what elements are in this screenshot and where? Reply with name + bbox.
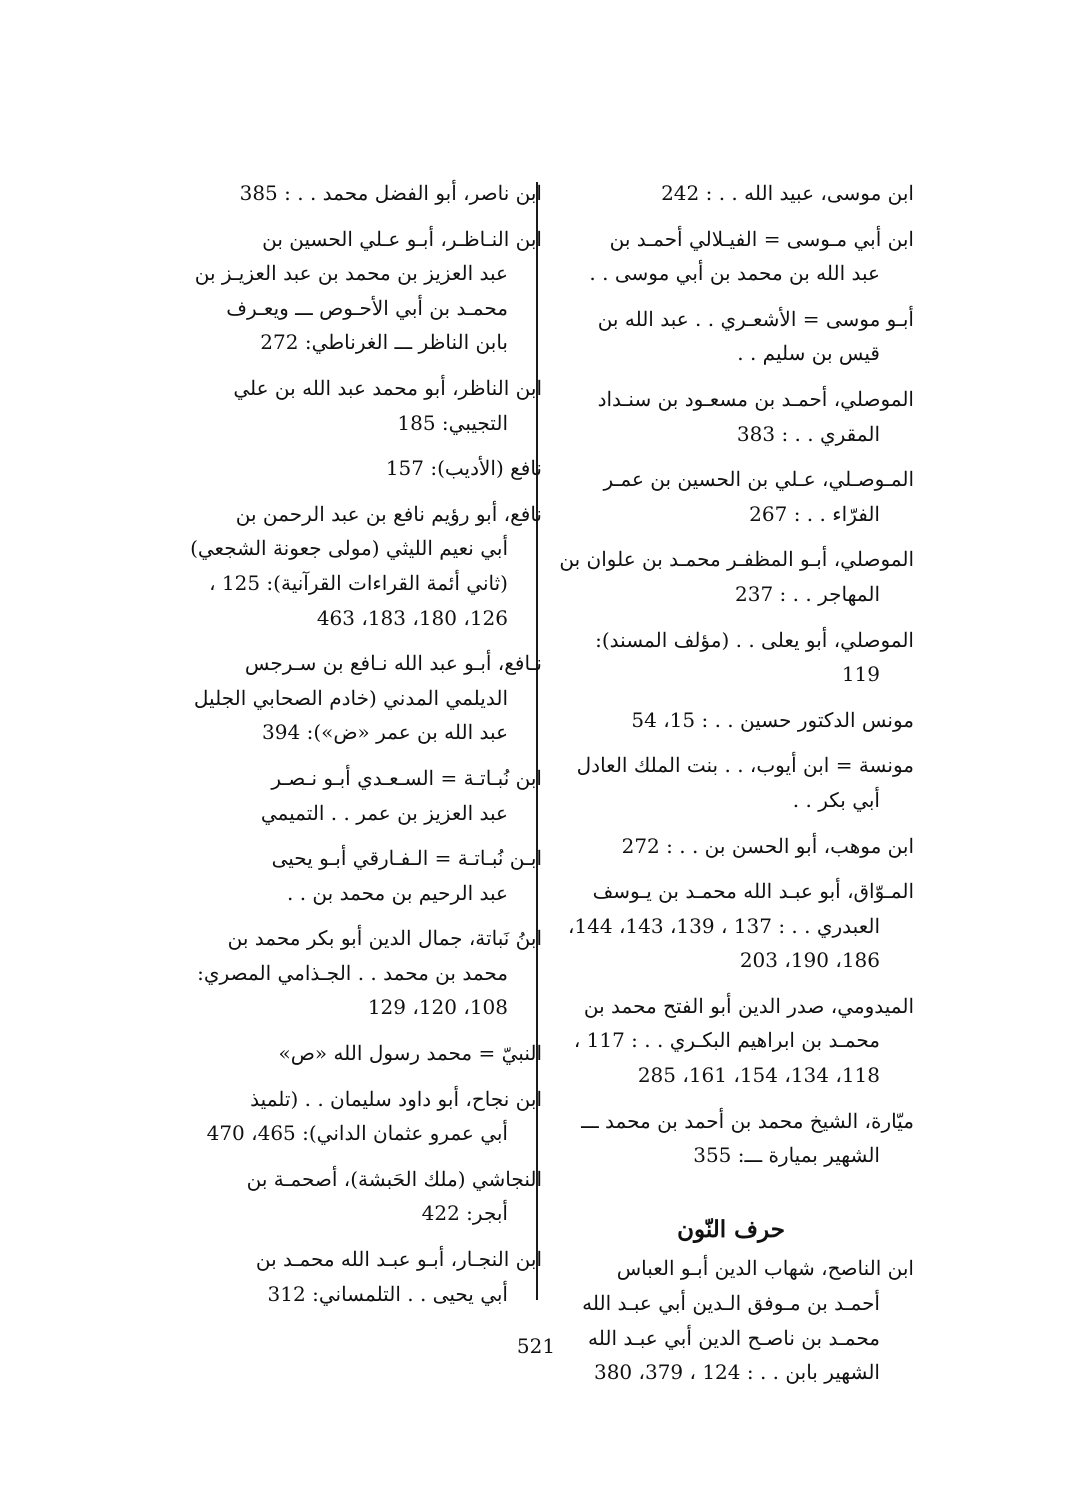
left-entries	[178, 176, 542, 1311]
index-entry	[178, 1036, 542, 1071]
entry-continuation-line: عبد الله بن عمر «ض»): 394	[262, 720, 508, 745]
entry-headword-line: المـوصـلي، عـلي بن الحسين بن عمـر	[603, 467, 914, 492]
entry-headword-line: ميّارة، الشيخ محمد بن أحمد بن محمد ـــ	[581, 1108, 914, 1133]
entry-continuation-line: بابن الناظر ـــ الغرناطي: 272	[260, 330, 508, 355]
index-entry	[548, 623, 914, 692]
entry-headword-line: ابن موسى، عبيد الله . . : 242	[661, 181, 914, 205]
entry-continuation-line: أبجر: 422	[421, 1201, 508, 1226]
index-entry	[178, 497, 542, 635]
right-entries-before	[548, 176, 914, 1173]
entry-continuation-line: 118، 134، 154، 161، 285	[637, 1063, 880, 1088]
index-entry	[548, 222, 914, 291]
index-entry	[548, 748, 914, 817]
entry-continuation-line: 108، 120، 129	[367, 995, 508, 1020]
entry-headword-line: نافع، أبو رؤيم نافع بن عبد الرحمن بن	[235, 501, 542, 526]
entry-headword-line: ابن أبي مـوسى = الفيـلالي أحمـد بن	[609, 226, 914, 251]
page-number: 521	[516, 1334, 556, 1358]
right-entries-after	[548, 1251, 914, 1389]
left-column	[178, 176, 542, 1322]
entry-continuation-line: 126، 180، 183، 463	[316, 605, 508, 630]
entry-continuation-line: التجيبي: 185	[397, 410, 508, 435]
index-entry	[548, 703, 914, 738]
entry-headword-line: ابنُ نَباتة، جمال الدين أبو بكر محمد بن	[227, 926, 542, 951]
index-entry	[548, 542, 914, 611]
entry-continuation-line: الفرّاء . . : 267	[749, 501, 880, 526]
entry-continuation-line: محمد بن محمد . . الجـذامي المصري:	[197, 960, 508, 985]
entry-continuation-line: عبد الله بن محمد بن أبي موسى . .	[589, 261, 880, 286]
entry-continuation-line: محمـد بن ابراهيم البكـري . . : 117 ،	[573, 1028, 880, 1053]
entry-headword-line: ابن النجـار، أبـو عبـد الله محمـد بن	[255, 1247, 542, 1272]
entry-headword-line: ابن موهب، أبو الحسن بن . . : 272	[621, 833, 914, 858]
entry-continuation-line: 119	[841, 662, 880, 687]
entry-continuation-line: الشهير بابن . . : 124 ، 379، 380	[593, 1360, 880, 1385]
index-entry	[178, 646, 542, 750]
index-entry	[548, 989, 914, 1093]
entry-headword-line: ابن الناظر، أبو محمد عبد الله بن علي	[233, 375, 542, 400]
entry-headword-line: مونسة = ابن أيوب، . . بنت الملك العادل	[576, 753, 914, 778]
index-entry	[548, 462, 914, 531]
entry-continuation-line: الديلمي المدني (خادم الصحابي الجليل	[193, 685, 508, 710]
entry-continuation-line: أبي يحيى . . التلمساني: 312	[267, 1281, 508, 1306]
entry-headword-line: الموصلي، أحمـد بن مسعـود بن سنـداد	[597, 386, 914, 411]
entry-continuation-line: محمـد بن أبي الأحـوص ـــ ويعـرف	[226, 295, 508, 320]
index-entry	[178, 451, 542, 486]
entry-continuation-line: قيس بن سليم . .	[737, 341, 880, 366]
entry-headword-line: ابن النـاظـر، أبـو عـلي الحسين بن	[262, 226, 542, 251]
entry-continuation-line: عبد الرحيم بن محمد بن . .	[287, 880, 508, 905]
index-entry	[178, 1242, 542, 1311]
entry-headword-line: الموصلي، أبـو المظفـر محمـد بن علوان بن	[559, 547, 914, 572]
entry-continuation-line: أبي بكر . .	[792, 787, 880, 812]
entry-headword-line: ابـن نُبـاتـة = الـفـارقي أبـو يحيى	[271, 846, 542, 871]
index-entry	[548, 829, 914, 864]
entry-headword-line: الميدومي، صدر الدين أبو الفتح محمد بن	[583, 993, 914, 1018]
entry-continuation-line: عبد العزيز بن عمر . . التميمي	[260, 800, 508, 825]
right-column	[548, 176, 914, 1401]
index-entry	[548, 382, 914, 451]
index-entry	[548, 302, 914, 371]
index-entry	[178, 1162, 542, 1231]
index-entry	[178, 841, 542, 910]
entry-headword-line: النبيّ = محمد رسول الله «ص»	[278, 1041, 542, 1066]
entry-headword-line: أبـو موسى = الأشعـري . . عبد الله بن	[597, 306, 914, 331]
entry-headword-line: نافع (الأديب): 157	[385, 456, 542, 481]
entry-continuation-line: أبي عمرو عثمان الداني): 465، 470	[206, 1121, 508, 1146]
entry-headword-line: النجاشي (ملك الحَبشة)، أصحمـة بن	[246, 1166, 542, 1191]
entry-headword-line: ابن الناصح، شهاب الدين أبـو العباس	[616, 1256, 914, 1281]
entry-continuation-line: عبد العزيز بن محمد بن عبد العزيـز بن	[194, 261, 508, 286]
entry-continuation-line: أبي نعيم الليثي (مولى جعونة الشجعي)	[190, 536, 508, 561]
index-entry	[178, 176, 542, 211]
index-entry	[548, 1251, 914, 1389]
entry-continuation-line: الشهير بميارة ـــ: 355	[693, 1143, 880, 1168]
entry-headword-line: المـوّاق، أبو عبـد الله محمـد بن يـوسف	[592, 879, 914, 904]
index-entry	[178, 222, 542, 360]
index-entry	[178, 761, 542, 830]
entry-continuation-line: أحمـد بن مـوفق الـدين أبي عبـد الله	[582, 1291, 880, 1316]
entry-headword-line: الموصلي، أبو يعلى . . (مؤلف المسند):	[595, 627, 914, 652]
index-entry	[178, 371, 542, 440]
entry-continuation-line: المهاجر . . : 237	[735, 581, 880, 606]
index-entry	[178, 921, 542, 1025]
index-entry	[548, 176, 914, 211]
section-heading-nun: حرف النّون	[677, 1215, 785, 1243]
entry-headword-line: ابن نجاح، أبو داود سليمان . . (تلميذ	[250, 1086, 542, 1111]
entry-headword-line: نـافع، أبـو عبد الله نـافع بن سـرجس	[244, 651, 542, 676]
entry-headword-line: مونس الدكتور حسين . . : 15، 54	[631, 707, 914, 732]
entry-continuation-line: المقري . . : 383	[736, 421, 880, 446]
entry-headword-line: ابن نُبـاتـة = السـعـدي أبـو نـصـر	[271, 765, 542, 790]
index-entry	[178, 1082, 542, 1151]
entry-headword-line: ابن ناصر، أبو الفضل محمد . . : 385	[239, 181, 542, 205]
entry-continuation-line: محمـد بن ناصـح الدين أبي عبـد الله	[588, 1325, 880, 1350]
entry-continuation-line: العبدري . . : 137 ، 139، 143، 144،	[567, 913, 880, 938]
index-entry	[548, 874, 914, 978]
entry-continuation-line: 186، 190، 203	[739, 948, 880, 973]
entry-continuation-line: (ثاني أئمة القراءات القرآنية): 125 ،	[209, 570, 508, 595]
index-entry	[548, 1104, 914, 1173]
